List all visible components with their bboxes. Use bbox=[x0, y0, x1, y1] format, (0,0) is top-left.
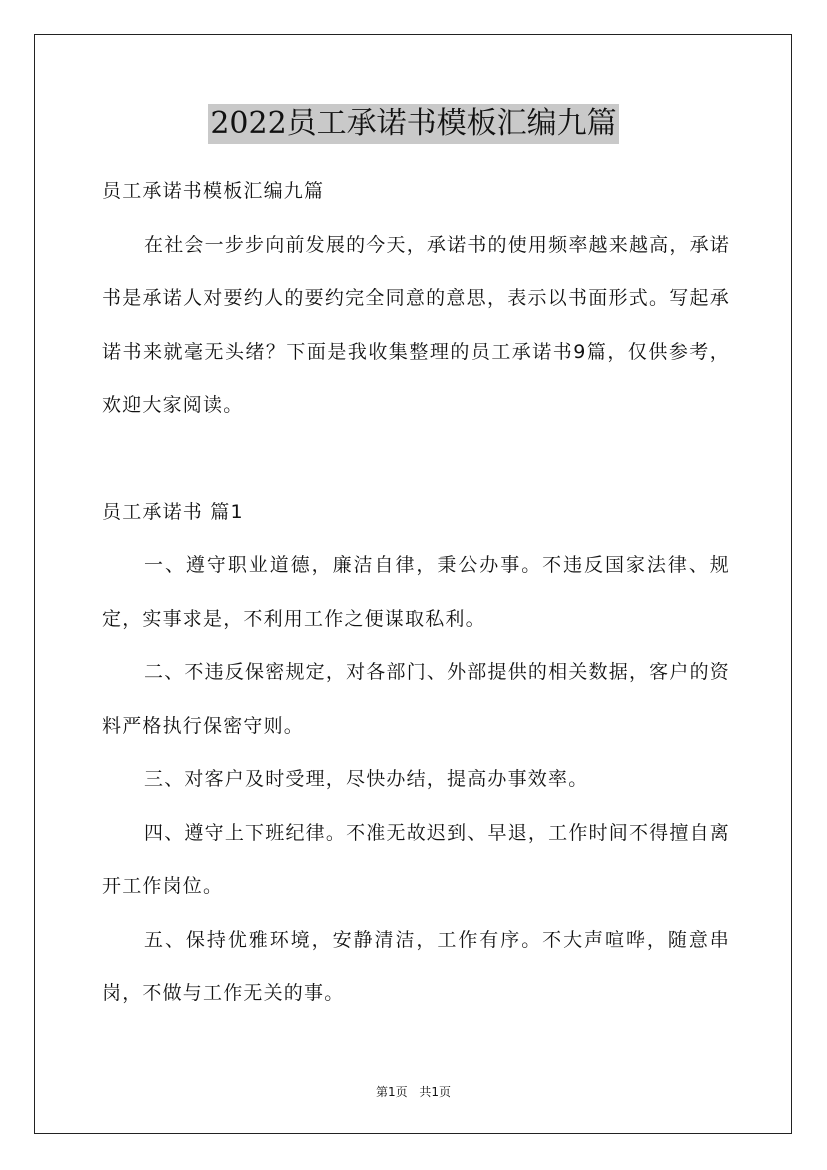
document-body bbox=[102, 165, 730, 1021]
list-item: 三、对客户及时受理，尽快办结，提高办事效率。 bbox=[144, 768, 589, 790]
section-heading: 员工承诺书 篇1 bbox=[102, 500, 244, 523]
page-number: 第1页 bbox=[375, 1085, 408, 1099]
list-item: 一、遵守职业道德，廉洁自律，秉公办事。不违反国家法律、规定，实事求是，不利用工作之便谋取私利。 bbox=[102, 554, 730, 630]
page-total: 共1页 bbox=[419, 1085, 452, 1099]
list-item: 四、遵守上下班纪律。不准无故迟到、早退，工作时间不得擅自离开工作岗位。 bbox=[102, 821, 730, 897]
paragraph-spacer bbox=[102, 433, 730, 486]
document-title: 2022员工承诺书模板汇编九篇 bbox=[208, 104, 618, 144]
page-footer bbox=[0, 1083, 827, 1100]
list-item: 五、保持优雅环境，安静清洁，工作有序。不大声喧哗，随意串岗，不做与工作无关的事。 bbox=[102, 928, 730, 1004]
intro-paragraph: 在社会一步步向前发展的今天，承诺书的使用频率越来越高，承诺书是承诺人对要约人的要约完全同意的意思，表示以书面形式。写起承诺书来就毫无头绪？下面是我收集整理的员工承诺书9篇，仅供参考，欢迎大家阅读。 bbox=[102, 233, 730, 416]
title-container bbox=[0, 104, 827, 144]
document-subtitle: 员工承诺书模板汇编九篇 bbox=[102, 180, 325, 202]
list-item: 二、不违反保密规定，对各部门、外部提供的相关数据，客户的资料严格执行保密守则。 bbox=[102, 661, 730, 737]
